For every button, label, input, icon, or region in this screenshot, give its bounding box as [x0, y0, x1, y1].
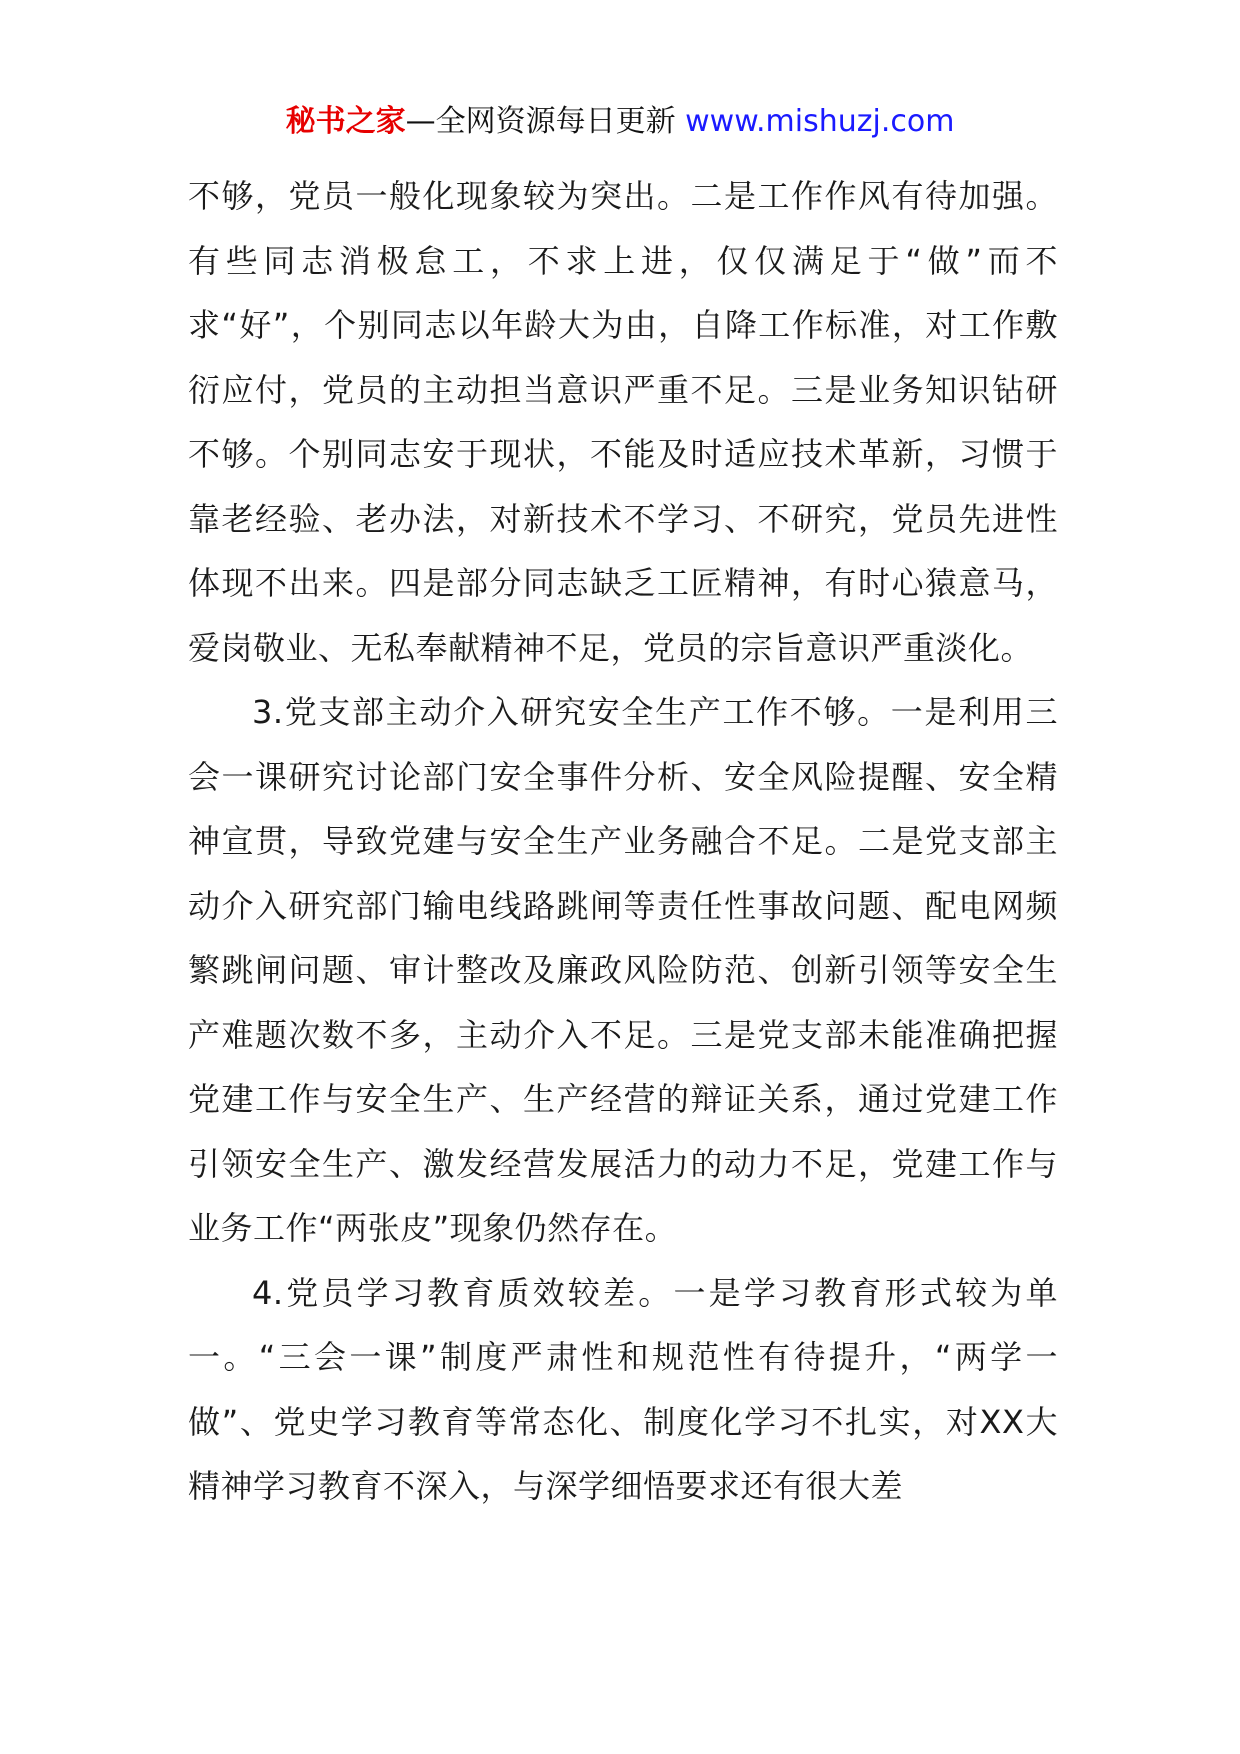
- paragraph-continuation: 不够，党员一般化现象较为突出。二是工作作风有待加强。有些同志消极怠工，不求上进，仅仅满足于“做”而不求“好”，个别同志以年龄大为由，自降工作标准，对工作敷衍应付，党员的主动担当意识严重不足。三是业务知识钻研不够。个别同志安于现状，不能及时适应技术革新，习惯于靠老经验、老办法，对新技术不学习、不研究，党员先进性体现不出来。四是部分同志缺乏工匠精神，有时心猿意马，爱岗敬业、无私奉献精神不足，党员的宗旨意识严重淡化。: [188, 177, 1058, 667]
- paragraph-section-3: 3.党支部主动介入研究安全生产工作不够。一是利用三会一课研究讨论部门安全事件分析、安全风险提醒、安全精神宣贯，导致党建与安全生产业务融合不足。二是党支部主动介入研究部门输电线路跳闸等责任性事故问题、配电网频繁跳闸问题、审计整改及廉政风险防范、创新引领等安全生产难题次数不多，主动介入不足。三是党支部未能准确把握党建工作与安全生产、生产经营的辩证关系，通过党建工作引领安全生产、激发经营发展活力的动力不足，党建工作与业务工作“两张皮”现象仍然存在。: [188, 693, 1058, 1247]
- header-tagline: —全网资源每日更新: [405, 104, 676, 139]
- header-site-link[interactable]: www.mishuzj.com: [685, 104, 955, 139]
- page-header: [0, 100, 1240, 144]
- paragraph-section-4: 4.党员学习教育质效较差。一是学习教育形式较为单一。“三会一课”制度严肃性和规范性有待提升，“两学一做”、党史学习教育等常态化、制度化学习不扎实，对XX大精神学习教育不深入，与深学细悟要求还有很大差: [188, 1273, 1058, 1505]
- header-brand: 秘书之家: [285, 104, 406, 139]
- document-body: [188, 164, 1058, 1519]
